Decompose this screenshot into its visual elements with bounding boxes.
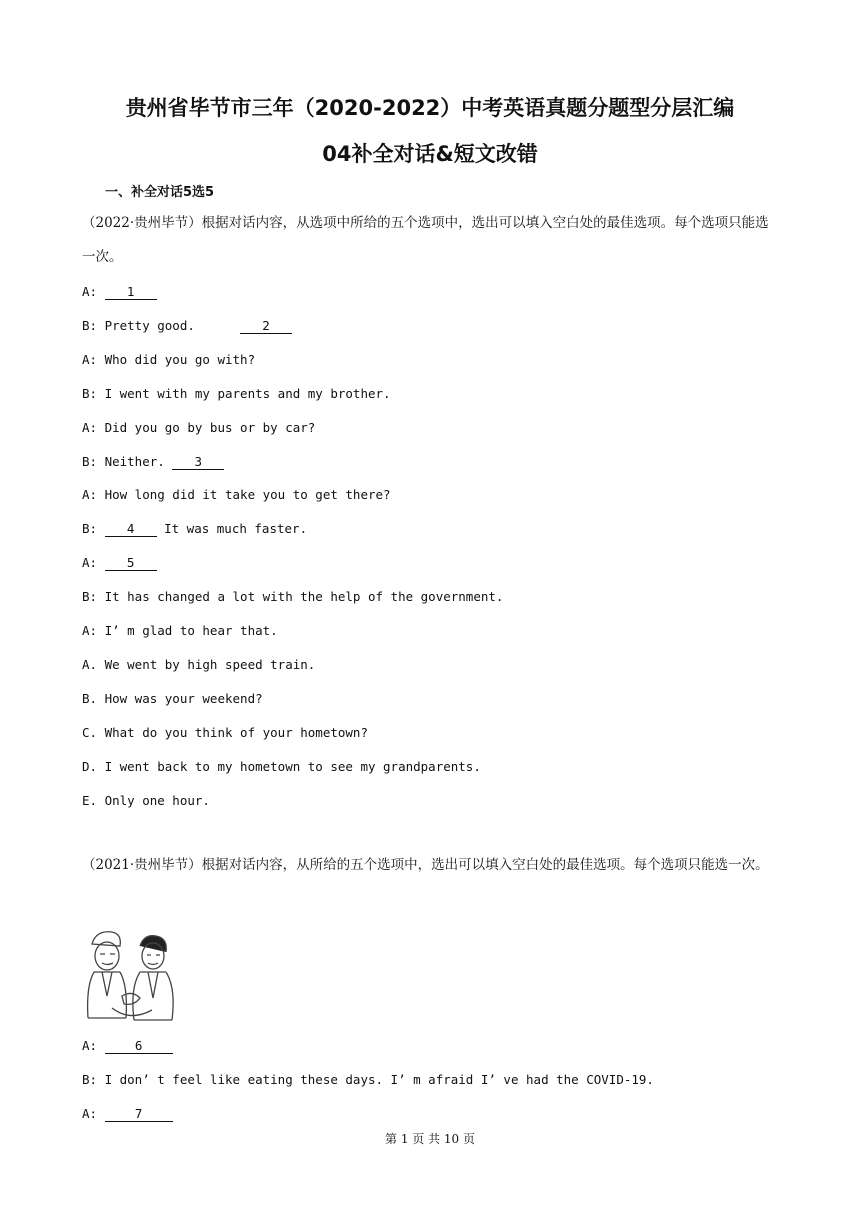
dialogue-line [82, 1106, 173, 1122]
line-text: A: Did you go by bus or by car? [82, 419, 316, 435]
document-title-line2: 04补全对话&短文改错 [322, 142, 538, 166]
line-text: B: Neither. [82, 453, 173, 469]
section-heading: 一、补全对话5选5 [105, 185, 215, 200]
line-text: A: Who did you go with? [82, 351, 256, 367]
dialogue-line [82, 284, 157, 300]
line-text: A: How long did it take you to get there? [82, 487, 391, 503]
answer-blank[interactable]: 2 [240, 319, 292, 334]
line-text: A: [82, 1106, 105, 1121]
question2-instructions: （2021·贵州毕节）根据对话内容，从所给的五个选项中，选出可以填入空白处的最佳选项。每个选项只能选一次。 [82, 857, 769, 873]
answer-blank[interactable]: 7 [105, 1107, 173, 1122]
line-text: B: I don’ t feel like eating these days. I’ m afraid I’ ve had the COVID-19. [82, 1072, 654, 1087]
dialogue-line [82, 487, 391, 502]
answer-blank[interactable]: 1 [105, 285, 157, 300]
line-text: C. What do you think of your hometown? [82, 724, 368, 740]
line-text: B: I went with my parents and my brother. [82, 385, 391, 401]
document-title-line1: 贵州省毕节市三年（2020-2022）中考英语真题分题型分层汇编 [125, 96, 735, 120]
line-text: It was much faster. [156, 521, 308, 537]
question1-instructions: （2022·贵州毕节）根据对话内容，从选项中所给的五个选项中，选出可以填入空白处的最佳选项。每个选项只能选一次。 [82, 215, 769, 265]
dialogue-line [82, 420, 315, 435]
answer-blank[interactable]: 3 [172, 455, 224, 470]
dialogue-line [82, 691, 263, 706]
dialogue-line [82, 589, 503, 604]
line-text: A. We went by high speed train. [82, 656, 316, 672]
dialogue-line [82, 1072, 654, 1087]
dialogue-line [82, 725, 368, 740]
answer-blank[interactable]: 5 [105, 556, 157, 571]
line-text: E. Only one hour. [82, 792, 210, 808]
dialogue-line [82, 1038, 173, 1054]
line-text: B: It has changed a lot with the help of the government. [82, 589, 504, 605]
dialogue-line [82, 657, 315, 672]
answer-blank[interactable]: 4 [105, 522, 157, 537]
dialogue-line [82, 352, 255, 367]
dialogue-line [82, 386, 391, 401]
line-text: A: [82, 284, 105, 299]
dialogue-line [82, 793, 210, 808]
dialogue-line [82, 759, 481, 774]
line-text: D. I went back to my hometown to see my grandparents. [82, 758, 481, 774]
line-text: A: [82, 1038, 105, 1053]
line-text: B: [82, 521, 105, 537]
dialogue-line [82, 623, 278, 638]
dialogue-line [82, 521, 307, 537]
line-text: B. How was your weekend? [82, 690, 263, 706]
line-text: B: Pretty good. [82, 317, 241, 333]
dialogue-line [82, 318, 292, 334]
dialogue-line [82, 555, 157, 571]
line-text: A: [82, 555, 105, 571]
line-text: A: I’ m glad to hear that. [82, 623, 278, 638]
dialogue-line [82, 454, 224, 470]
two-people-illustration [82, 926, 178, 1024]
page-number: 第 1 页 共 10 页 [385, 1132, 475, 1146]
answer-blank[interactable]: 6 [105, 1039, 173, 1054]
